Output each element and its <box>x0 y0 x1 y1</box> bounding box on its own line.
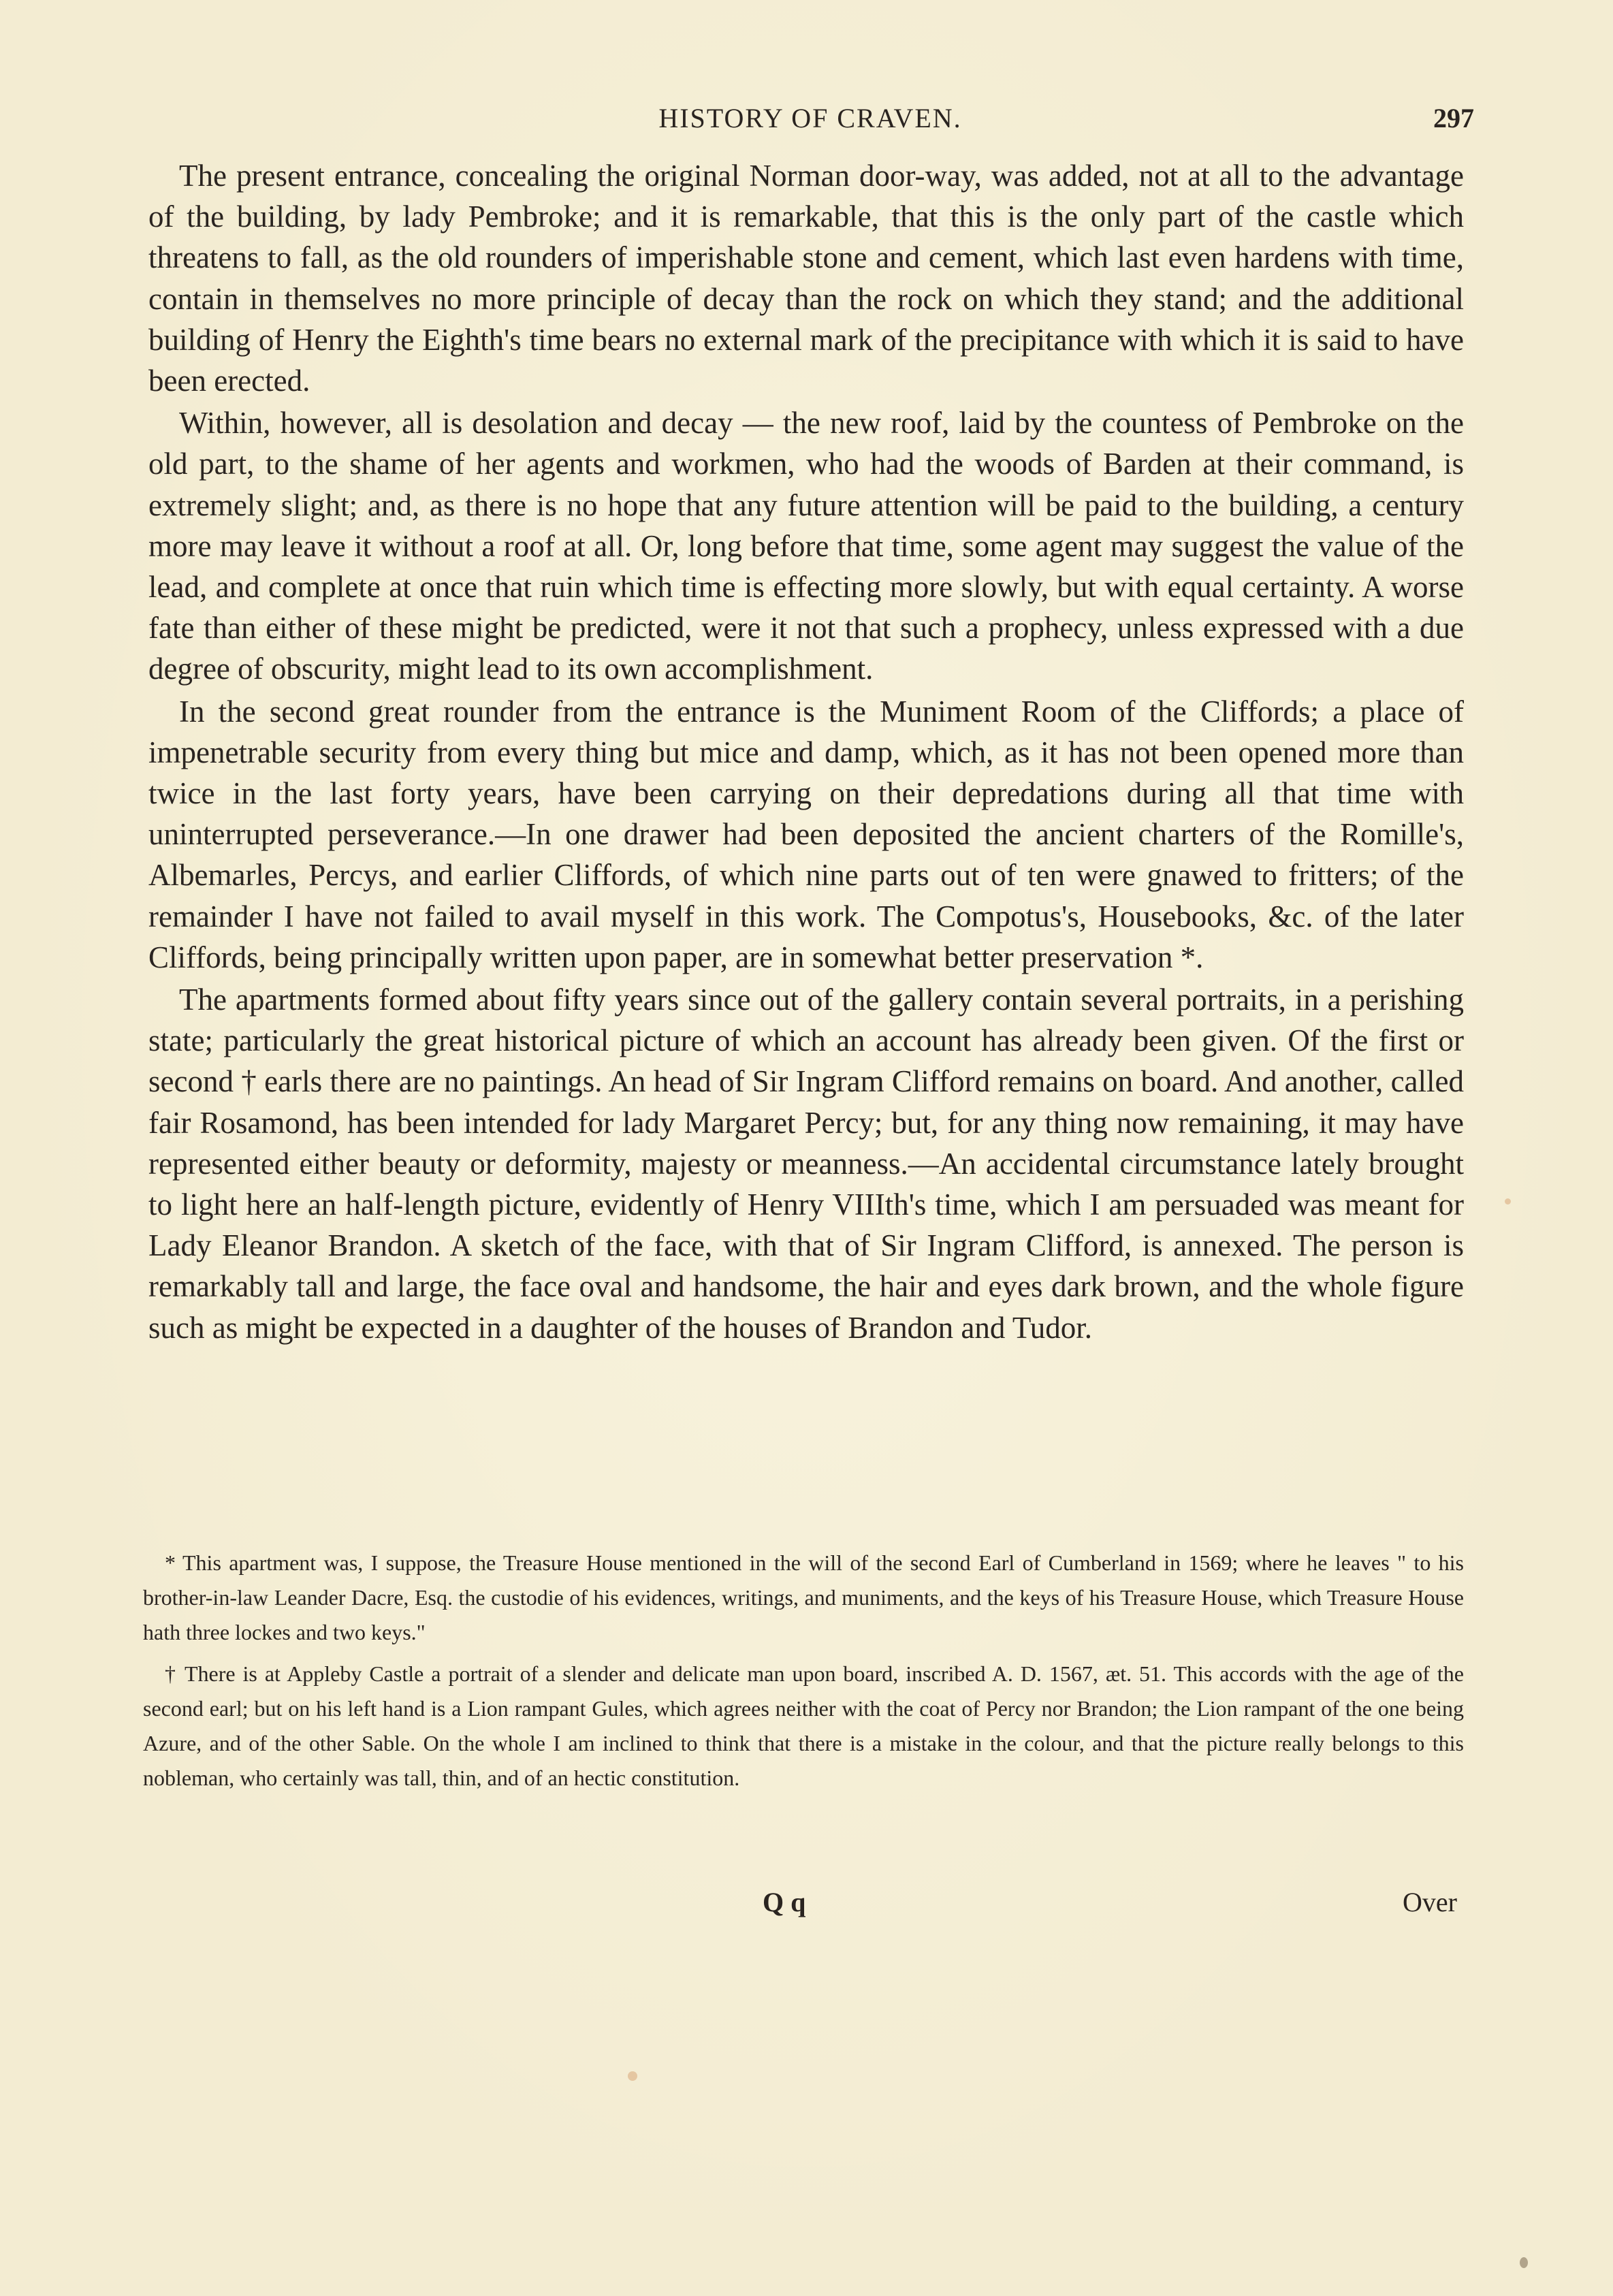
foxing-spot <box>1505 1198 1511 1205</box>
running-head: HISTORY OF CRAVEN. <box>658 103 962 133</box>
footnote-treasure-house <box>143 1546 1464 1650</box>
foxing-spot <box>1520 2257 1528 2268</box>
catchline <box>146 1886 1457 1927</box>
footnote-mark: * <box>165 1550 176 1575</box>
footnote-text: There is at Appleby Castle a portrait of a slender and delicate man upon board, inscribed A. D. 1567, æt. 51. This accords with the age of the second earl; but on his left hand is a Lion rampant Gules, which agrees neither with the coat of Percy nor Brandon; the Lion rampant of the one being Azure, and of the other Sable. On the whole I am inclined to think that there is a mistake in the colour, and that the picture really belongs to this nobleman, who certainly was tall, thin, and of an hectic constitution. <box>143 1661 1465 1790</box>
footnote-appleby-portrait <box>143 1657 1464 1796</box>
footnote-mark: † <box>165 1661 178 1686</box>
paragraph-desolation: Within, however, all is desolation and decay — the new roof, laid by the countess of Pembroke on the old part, to the shame of her agents and workmen, who had the woods of Barden at their command, is extremely slight; and, as there is no hope that any future attention will be paid to the building, a century more may leave it without a roof at all. Or, long before that time, some agent may suggest the value of the lead, and complete at once that ruin which time is effecting more slowly, but with equal certainty. A worse fate than either of these might be predicted, were it not that such a prophecy, unless expressed with a due degree of obscurity, might lead to its own accomplishment. <box>148 406 1464 686</box>
footnotes <box>143 1546 1464 1802</box>
catchword: Over <box>1403 1887 1457 1917</box>
foxing-spot <box>628 2071 637 2081</box>
paragraph-muniment-room: In the second great rounder from the entrance is the Muniment Room of the Cliffords; a place of impenetrable security from every thing but mice and damp, which, as it has not been opened more than twice in the last forty years, have been carrying on their depredations during all that time with uninterrupted perseverance.—In one drawer had been deposited the ancient charters of the Romille's, Albemarles, Percys, and earlier Cliffords, of which nine parts out of ten were gnawed to fritters; of the remainder I have not failed to avail myself in this work. The Compotus's, Housebooks, &c. of the later Cliffords, being principally written upon paper, are in somewhat better preservation *. <box>148 694 1464 974</box>
page-number: 297 <box>1433 103 1474 133</box>
footnote-text: This apartment was, I suppose, the Treasure House mentioned in the will of the second Earl of Cumberland in 1569; where he leaves " to his brother-in-law Leander Dacre, Esq. the custodie of his evidences, writings, and muniments, and the keys of his Treasure House, which Treasure House hath three lockes and two keys." <box>143 1550 1464 1644</box>
paragraph-entrance: The present entrance, concealing the original Norman door-way, was added, not at all to the advantage of the building, by lady Pembroke; and it is remarkable, that this is the only part of the castle which threatens to fall, as the old rounders of imperishable stone and cement, which last even hardens with time, contain in themselves no more principle of decay than the rock on which they stand; and the additional building of Henry the Eighth's time bears no external mark of the precipitance with which it is said to have been erected. <box>148 159 1464 398</box>
paragraph-portraits: The apartments formed about fifty years since out of the gallery contain several portraits, in a perishing state; particularly the great historical picture of which an account has already been given. Of the first or second † earls there are no paintings. An head of Sir Ingram Clifford remains on board. And another, called fair Rosamond, has been intended for lady Margaret Percy; but, for any thing now remaining, it may have represented either beauty or deformity, majesty or meanness.—An accidental circumstance lately brought to light here an half-length picture, evidently of Henry VIIIth's time, which I am persuaded was meant for Lady Eleanor Brandon. A sketch of the face, with that of Sir Ingram Clifford, is annexed. The person is remarkably tall and large, the face oval and handsome, the hair and eyes dark brown, and the whole figure such as might be expected in a daughter of the houses of Brandon and Tudor. <box>148 983 1464 1345</box>
main-text <box>148 155 1464 1350</box>
page-header <box>146 102 1474 143</box>
signature-mark: Q q <box>763 1887 806 1917</box>
